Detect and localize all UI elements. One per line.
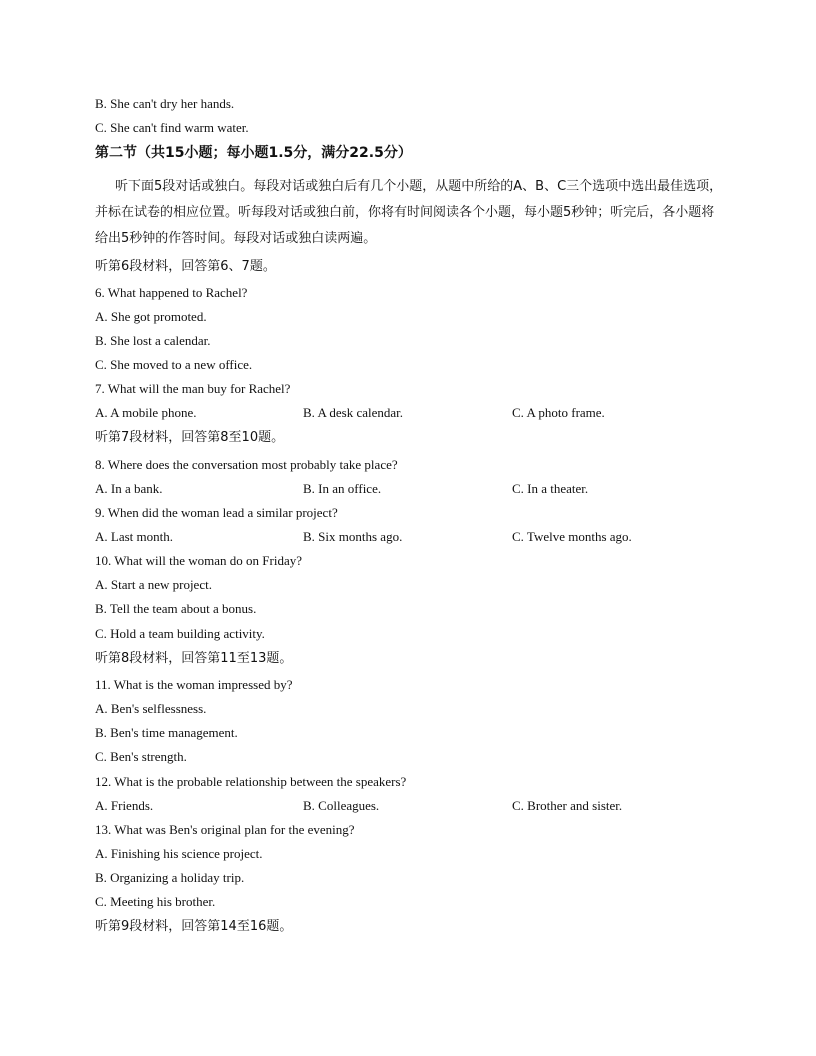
question-8: 8. Where does the conversation most probably take place? (95, 457, 398, 472)
q7-option-b: B. A desk calendar. (303, 405, 404, 420)
question-11: 11. What is the woman impressed by? (95, 677, 293, 692)
q8-option-a: A. In a bank. (95, 481, 163, 496)
q5-option-b: B. She can't dry her hands. (95, 96, 235, 111)
q11-option-a: A. Ben's selflessness. (95, 701, 207, 716)
section-title: 第二节（共15小题；每小题1.5分，满分22.5分） (95, 145, 412, 161)
q10-option-b: B. Tell the team about a bonus. (95, 601, 257, 616)
q12-option-b: B. Colleagues. (303, 798, 380, 813)
q8-option-b: B. In an office. (303, 481, 382, 496)
q6-option-b: B. She lost a calendar. (95, 333, 211, 348)
q6-option-a: A. She got promoted. (95, 309, 207, 324)
q11-option-b: B. Ben's time management. (95, 725, 238, 740)
q12-option-a: A. Friends. (95, 798, 154, 813)
q13-option-b: B. Organizing a holiday trip. (95, 870, 245, 885)
q13-option-c: C. Meeting his brother. (95, 894, 216, 909)
q7-option-c: C. A photo frame. (512, 405, 605, 420)
q9-option-c: C. Twelve months ago. (512, 529, 632, 544)
section-instructions: 听下面5段对话或独白。每段对话或独白后有几个小题，从题中所给的A、B、C三个选项中选出最佳选项，并标在试卷的相应位置。听每段对话或独白前，你将有时间阅读各个小题，每小题5秒钟；听完后，各小题将给出5秒钟的作答时间。每段对话或独白读两遍。 (95, 179, 723, 246)
q12-option-c: C. Brother and sister. (512, 798, 623, 813)
question-13: 13. What was Ben's original plan for the evening? (95, 822, 355, 837)
q5-option-c: C. She can't find warm water. (95, 120, 249, 135)
q8-option-c: C. In a theater. (512, 481, 589, 496)
question-7: 7. What will the man buy for Rachel? (95, 381, 291, 396)
q9-option-a: A. Last month. (95, 529, 173, 544)
question-12: 12. What is the probable relationship between the speakers? (95, 774, 407, 789)
question-10: 10. What will the woman do on Friday? (95, 553, 303, 568)
material-9-label: 听第9段材料，回答第14至16题。 (95, 919, 293, 934)
q10-option-a: A. Start a new project. (95, 577, 212, 592)
q6-option-c: C. She moved to a new office. (95, 357, 253, 372)
material-6-label: 听第6段材料，回答第6、7题。 (95, 259, 276, 274)
q7-option-a: A. A mobile phone. (95, 405, 197, 420)
q11-option-c: C. Ben's strength. (95, 749, 187, 764)
material-7-label: 听第7段材料，回答第8至10题。 (95, 430, 285, 445)
q10-option-c: C. Hold a team building activity. (95, 626, 265, 641)
q13-option-a: A. Finishing his science project. (95, 846, 263, 861)
q9-option-b: B. Six months ago. (303, 529, 403, 544)
question-6: 6. What happened to Rachel? (95, 285, 248, 300)
material-8-label: 听第8段材料，回答第11至13题。 (95, 651, 293, 666)
question-9: 9. When did the woman lead a similar project? (95, 505, 338, 520)
